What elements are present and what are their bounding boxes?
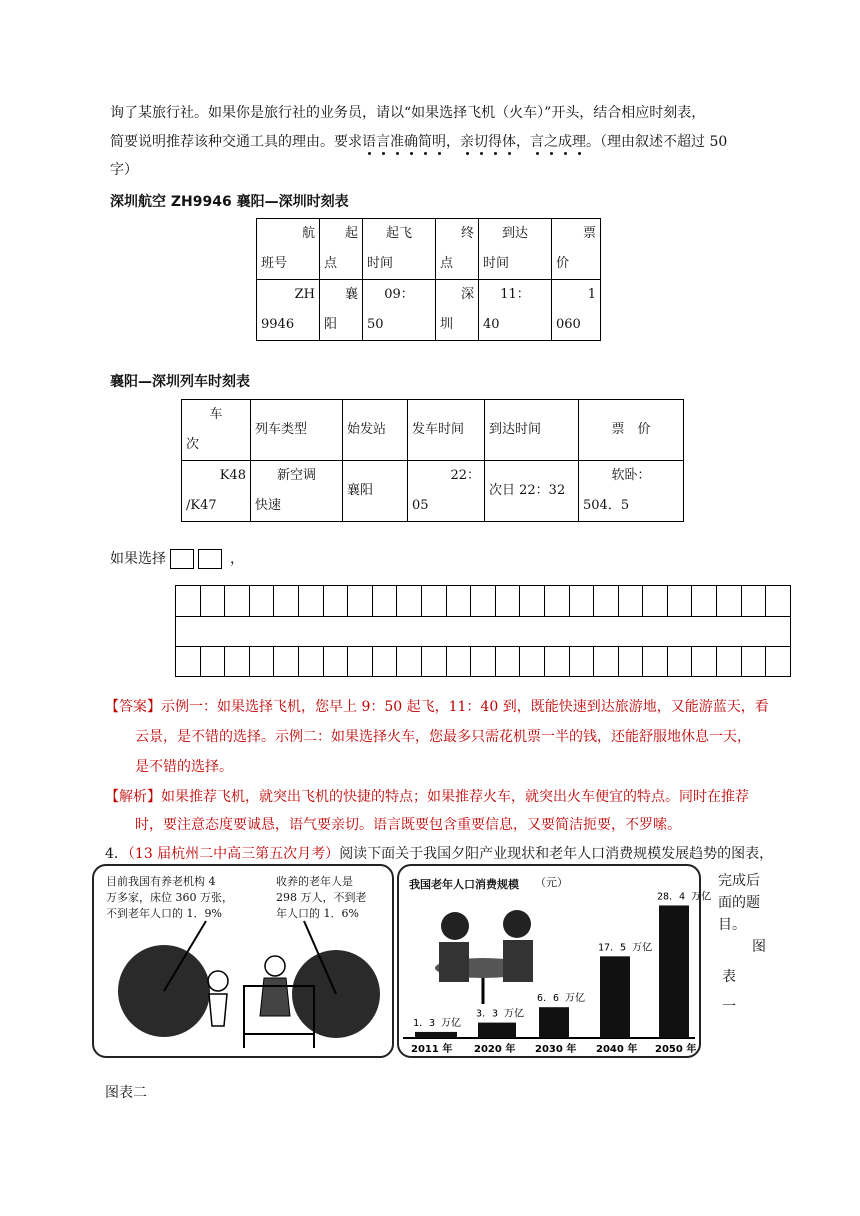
grid-cell[interactable] xyxy=(397,586,422,616)
intro-line-2-pre: 简要说明推荐该种交通工具的理由。要求 xyxy=(110,134,362,150)
chart-title: 我国老年人口消费规模 xyxy=(409,878,519,891)
train-row-cell-1-line-1: 快速 xyxy=(255,498,282,513)
dotted-char: ， xyxy=(516,134,530,150)
grid-cell[interactable] xyxy=(274,647,299,677)
flight-header-cell-2-line-0: 起飞 xyxy=(385,226,412,241)
x-tick-label: 2030 年 xyxy=(535,1044,577,1055)
answer-text-1: 示例一：如果选择飞机，您早上 9：50 起飞，11：40 到，既能快速到达旅游地，又能游蓝天，看 xyxy=(161,699,769,715)
dotted-char: 切 xyxy=(474,134,488,150)
dotted-char: 言 xyxy=(376,134,390,150)
x-tick-label: 2011 年 xyxy=(411,1044,453,1055)
flight-row-cell-0 xyxy=(257,280,320,341)
train-row-cell-0-line-0: K48 xyxy=(219,468,246,483)
flight-header-cell-3-line-1: 点 xyxy=(440,256,454,271)
bar-2040 年 xyxy=(600,956,630,1038)
analysis-line-1 xyxy=(105,787,749,807)
grid-cell[interactable] xyxy=(471,647,496,677)
bar-value-label: 28．4 万亿 xyxy=(657,891,712,903)
flight-header-cell-0 xyxy=(257,219,320,280)
grid-cell[interactable] xyxy=(643,586,668,616)
bubble-line: 目前我国有养老机构 4 xyxy=(106,875,216,888)
side-text-line: 完成后 xyxy=(718,873,760,889)
grid-cell[interactable] xyxy=(619,647,644,677)
grid-cell[interactable] xyxy=(176,647,201,677)
grid-cell[interactable] xyxy=(176,586,201,616)
grid-cell[interactable] xyxy=(766,586,790,616)
train-header-cell-5 xyxy=(579,400,684,461)
flight-header-cell-3 xyxy=(436,219,479,280)
train-row-cell-5-line-0: 软卧： xyxy=(611,468,651,483)
question-text: 阅读下面关于我国夕阳产业现状和老年人口消费规模发展趋势的图表， xyxy=(339,846,774,862)
dotted-char: 得 xyxy=(488,134,502,150)
train-row-cell-0-line-1: /K47 xyxy=(186,498,217,513)
cartoon-illustration xyxy=(94,866,392,1056)
fill-line xyxy=(110,549,244,569)
bar-value-label: 6．6 万亿 xyxy=(537,993,586,1005)
bar-2030 年 xyxy=(539,1007,569,1038)
chart-panel xyxy=(397,864,712,1058)
flight-header-cell-1-line-1: 点 xyxy=(324,256,338,271)
flight-row-cell-0-line-1: 9946 xyxy=(261,317,295,332)
flight-row-cell-3-line-1: 圳 xyxy=(440,317,454,332)
train-header-cell-1-line-0: 列车类型 xyxy=(255,422,308,437)
grid-cell[interactable] xyxy=(225,586,250,616)
grid-cell[interactable] xyxy=(250,586,275,616)
answer-tag: 【答案】 xyxy=(105,699,161,715)
flight-row-cell-1-line-0: 襄 xyxy=(344,287,358,302)
dotted-char: 之 xyxy=(544,134,558,150)
question-number: 4． xyxy=(105,846,128,862)
bubble-line: 年人口的 1．6% xyxy=(276,907,359,920)
grid-cell[interactable] xyxy=(496,586,521,616)
train-header-cell-0-line-0: 车 xyxy=(209,407,223,422)
train-row-cell-4 xyxy=(485,461,579,522)
intro-line-2-post: 。（理由叙述不超过 50 xyxy=(586,134,728,150)
flight-row-cell-5 xyxy=(552,280,601,341)
train-header-cell-4-line-0: 到达时间 xyxy=(489,422,542,437)
chart-caption-2: 图表二 xyxy=(105,1085,147,1101)
grid-cell[interactable] xyxy=(373,586,398,616)
intro-line-1: 询了某旅行社。如果你是旅行社的业务员，请以“如果选择飞机（火车）”开头，结合相应时刻表， xyxy=(110,105,706,121)
grid-cell[interactable] xyxy=(496,647,521,677)
elder-figure-icon xyxy=(265,956,285,976)
grid-cell[interactable] xyxy=(668,647,693,677)
train-row-cell-5-line-1: 504．5 xyxy=(583,498,630,513)
flight-row-cell-2 xyxy=(363,280,436,341)
grid-cell[interactable] xyxy=(717,647,742,677)
train-header-cell-0 xyxy=(182,400,251,461)
train-row-cell-3 xyxy=(408,461,485,522)
flight-table-header-row xyxy=(257,219,601,280)
fill-box-2[interactable] xyxy=(198,549,222,569)
bubble-line: 收养的老年人是 xyxy=(276,875,353,888)
flight-header-cell-2 xyxy=(363,219,436,280)
grid-cell[interactable] xyxy=(619,586,644,616)
fill-prefix: 如果选择 xyxy=(110,551,166,567)
train-header-cell-1 xyxy=(251,400,343,461)
grid-cell[interactable] xyxy=(447,586,472,616)
grid-cell[interactable] xyxy=(324,647,349,677)
question-side-text xyxy=(718,870,766,1018)
answer-line-1 xyxy=(105,697,769,717)
grid-cell[interactable] xyxy=(201,586,226,616)
train-table-title: 襄阳—深圳列车时刻表 xyxy=(110,374,250,390)
train-row-cell-5 xyxy=(579,461,684,522)
intro-line-2 xyxy=(110,132,727,152)
dotted-char: 语 xyxy=(362,134,376,150)
bubble-line: 298 万人，不到老 xyxy=(276,891,367,904)
dotted-char: 简 xyxy=(418,134,432,150)
flight-header-cell-1-line-0: 起 xyxy=(344,226,358,241)
train-table xyxy=(181,399,684,522)
flight-header-cell-0-line-0: 航 xyxy=(301,226,315,241)
flight-row-cell-0-line-0: ZH xyxy=(294,287,315,302)
flight-row-cell-5-line-0: 1 xyxy=(587,287,596,302)
train-table-data-row xyxy=(182,461,684,522)
question-4-line xyxy=(105,844,773,864)
train-row-cell-1-line-0: 新空调 xyxy=(276,468,316,483)
grid-cell[interactable] xyxy=(397,647,422,677)
train-row-cell-3-line-1: 05 xyxy=(412,498,429,513)
train-row-cell-1 xyxy=(251,461,343,522)
grid-cell[interactable] xyxy=(250,647,275,677)
side-text-line: 图 xyxy=(752,939,766,955)
grid-cell[interactable] xyxy=(545,647,570,677)
side-text-line: 面的题 xyxy=(718,895,760,911)
dotted-char: 明 xyxy=(432,134,446,150)
flight-row-cell-1 xyxy=(320,280,363,341)
grid-cell[interactable] xyxy=(348,586,373,616)
grid-cell[interactable] xyxy=(717,586,742,616)
child-figure-icon xyxy=(208,971,228,991)
answer-line-3: 是不错的选择。 xyxy=(135,759,233,775)
grid-cell[interactable] xyxy=(742,586,767,616)
flight-row-cell-3-line-0: 深 xyxy=(460,287,474,302)
bar-value-label: 1．3 万亿 xyxy=(413,1017,462,1029)
grid-cell[interactable] xyxy=(594,647,619,677)
train-row-cell-4-line-0: 次日 22：32 xyxy=(489,483,566,498)
bar-2020 年 xyxy=(478,1023,516,1038)
dotted-char: 准 xyxy=(390,134,404,150)
train-table-header-row xyxy=(182,400,684,461)
dotted-char: 亲 xyxy=(460,134,474,150)
grid-cell[interactable] xyxy=(570,647,595,677)
flight-header-cell-5-line-0: 票 xyxy=(582,226,596,241)
cartoon-panel xyxy=(92,864,394,1058)
dotted-char: 体 xyxy=(502,134,516,150)
train-header-cell-3 xyxy=(408,400,485,461)
flight-header-cell-2-line-1: 时间 xyxy=(367,256,394,271)
grid-cell[interactable] xyxy=(520,647,545,677)
x-tick-label: 2020 年 xyxy=(474,1044,516,1055)
flight-header-cell-4-line-0: 到达 xyxy=(501,226,528,241)
flight-row-cell-2-line-0: 09： xyxy=(384,287,414,302)
grid-cell[interactable] xyxy=(742,647,767,677)
side-text-line: 目。 xyxy=(718,917,746,933)
flight-header-cell-0-line-1: 班号 xyxy=(261,256,288,271)
grid-cell[interactable] xyxy=(570,586,595,616)
writing-grid[interactable] xyxy=(175,585,791,677)
grid-cell[interactable] xyxy=(225,647,250,677)
flight-header-cell-5 xyxy=(552,219,601,280)
grid-cell[interactable] xyxy=(594,586,619,616)
train-header-cell-4 xyxy=(485,400,579,461)
grid-cell[interactable] xyxy=(274,586,299,616)
grid-cell[interactable] xyxy=(348,647,373,677)
train-row-cell-2 xyxy=(343,461,408,522)
grid-cell[interactable] xyxy=(299,586,324,616)
grid-cell[interactable] xyxy=(692,586,717,616)
train-header-cell-2 xyxy=(343,400,408,461)
grid-cell[interactable] xyxy=(692,647,717,677)
flight-header-cell-1 xyxy=(320,219,363,280)
writing-grid-row-1[interactable] xyxy=(176,586,790,617)
analysis-tag: 【解析】 xyxy=(105,789,161,805)
grid-cell[interactable] xyxy=(471,586,496,616)
dotted-char: 理 xyxy=(572,134,586,150)
intro-requirement-dotted xyxy=(362,134,586,150)
bar-2011 年 xyxy=(415,1032,457,1038)
chart-unit: （元） xyxy=(535,876,568,889)
question-source: （13 届杭州二中高三第五次月考） xyxy=(127,846,340,862)
grid-cell[interactable] xyxy=(668,586,693,616)
side-text-line: 一 xyxy=(722,999,736,1015)
grid-cell[interactable] xyxy=(643,647,668,677)
train-header-cell-0-line-1: 次 xyxy=(186,437,200,452)
dotted-char: ， xyxy=(446,134,460,150)
bubble-line: 万多家，床位 360 万张， xyxy=(106,891,233,904)
fill-comma: ， xyxy=(230,551,244,567)
flight-header-cell-5-line-1: 价 xyxy=(556,256,570,271)
flight-row-cell-5-line-1: 060 xyxy=(556,317,581,332)
writing-grid-row-3[interactable] xyxy=(176,646,790,677)
grid-cell[interactable] xyxy=(520,586,545,616)
dotted-char: 成 xyxy=(558,134,572,150)
train-header-cell-2-line-0: 始发站 xyxy=(347,422,387,437)
fill-box-1[interactable] xyxy=(170,549,194,569)
train-row-cell-3-line-0: 22： xyxy=(450,468,480,483)
flight-row-cell-2-line-1: 50 xyxy=(367,317,384,332)
flight-row-cell-4-line-0: 11： xyxy=(500,287,530,302)
train-row-cell-0 xyxy=(182,461,251,522)
flight-header-cell-4 xyxy=(479,219,552,280)
grid-cell[interactable] xyxy=(447,647,472,677)
bar-2050 年 xyxy=(659,905,689,1038)
consumption-bar-chart xyxy=(399,866,712,1056)
flight-table xyxy=(256,218,601,341)
grid-cell[interactable] xyxy=(299,647,324,677)
answer-line-2: 云景，是不错的选择。示例二：如果选择火车，您最多只需花机票一半的钱，还能舒服地休息一天， xyxy=(135,729,751,745)
flight-row-cell-4-line-1: 40 xyxy=(483,317,500,332)
flight-row-cell-3 xyxy=(436,280,479,341)
grid-cell[interactable] xyxy=(545,586,570,616)
flight-table-title: 深圳航空 ZH9946 襄阳—深圳时刻表 xyxy=(110,194,349,210)
flight-row-cell-1-line-1: 阳 xyxy=(324,317,338,332)
train-header-cell-5-line-0: 票 价 xyxy=(611,422,651,437)
grid-cell[interactable] xyxy=(373,647,398,677)
flight-row-cell-4 xyxy=(479,280,552,341)
grid-cell[interactable] xyxy=(766,647,790,677)
train-header-cell-3-line-0: 发车时间 xyxy=(412,422,465,437)
bar-value-label: 17．5 万亿 xyxy=(598,942,653,954)
grid-cell[interactable] xyxy=(201,647,226,677)
intro-line-3: 字） xyxy=(110,162,138,178)
dotted-char: 确 xyxy=(404,134,418,150)
flight-header-cell-4-line-1: 时间 xyxy=(483,256,510,271)
bubble-line: 不到老年人口的 1．9% xyxy=(106,907,222,920)
train-row-cell-2-line-0: 襄阳 xyxy=(347,483,374,498)
flight-header-cell-3-line-0: 终 xyxy=(460,226,474,241)
bar-value-label: 3．3 万亿 xyxy=(476,1008,525,1020)
x-tick-label: 2050 年 xyxy=(655,1044,697,1055)
analysis-text-1: 如果推荐飞机，就突出飞机的快捷的特点；如果推荐火车，就突出火车便宜的特点。同时在推荐 xyxy=(161,789,749,805)
grid-cell[interactable] xyxy=(324,586,349,616)
grid-cell[interactable] xyxy=(422,586,447,616)
grid-cell[interactable] xyxy=(422,647,447,677)
x-tick-label: 2040 年 xyxy=(596,1044,638,1055)
dotted-char: 言 xyxy=(530,134,544,150)
analysis-line-2: 时，要注意态度要诚恳，语气要亲切。语言既要包含重要信息，又要简洁扼要，不罗嗦。 xyxy=(135,817,681,833)
flight-table-data-row xyxy=(257,280,601,341)
side-text-line: 表 xyxy=(722,969,736,985)
